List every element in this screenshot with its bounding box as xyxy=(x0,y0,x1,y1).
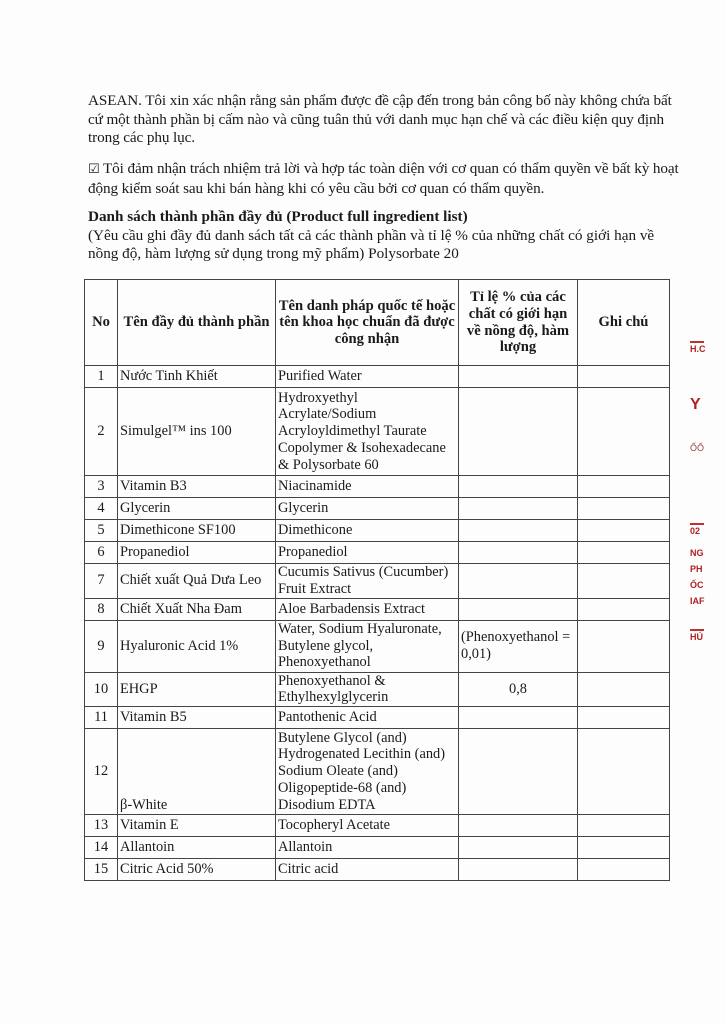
cell-inci-name: Citric acid xyxy=(276,859,459,881)
cell-ratio xyxy=(459,564,578,599)
cell-ratio xyxy=(459,476,578,498)
responsibility-paragraph xyxy=(88,160,688,198)
cell-note xyxy=(578,815,670,837)
cell-full-name: Chiết xuất Quả Dưa Leo xyxy=(118,564,276,599)
table-row xyxy=(85,564,670,599)
table-row xyxy=(85,476,670,498)
cell-full-name: Allantoin xyxy=(118,837,276,859)
checkbox-checked-icon: ☑ xyxy=(88,162,100,177)
cell-note xyxy=(578,564,670,599)
cell-full-name: Vitamin B5 xyxy=(118,707,276,729)
section-note: (Yêu cầu ghi đầy đủ danh sách tất cả các thành phần và tỉ lệ % của những chất có giới hạn về nồng độ, hàm lượng sử dụng trong mỹ phẩm) Polysorbate 20 xyxy=(88,227,655,262)
cell-full-name: Vitamin E xyxy=(118,815,276,837)
cell-ratio: (Phenoxyethanol = 0,01) xyxy=(459,620,578,672)
cell-inci-name: Propanediol xyxy=(276,542,459,564)
cell-note xyxy=(578,520,670,542)
cell-ratio xyxy=(459,388,578,476)
cell-inci-name: Aloe Barbadensis Extract xyxy=(276,598,459,620)
cell-no: 15 xyxy=(85,859,118,881)
cell-full-name: Propanediol xyxy=(118,542,276,564)
table-row xyxy=(85,388,670,476)
cell-full-name: EHGP xyxy=(118,672,276,707)
cell-ratio xyxy=(459,837,578,859)
cell-inci-name: Tocopheryl Acetate xyxy=(276,815,459,837)
cell-no: 1 xyxy=(85,366,118,388)
section-heading: Danh sách thành phần đầy đủ (Product full ingredient list) xyxy=(88,208,468,225)
cell-no: 4 xyxy=(85,498,118,520)
stamp-fragment: NG xyxy=(690,548,704,558)
header-ratio: Tỉ lệ % của các chất có giới hạn về nồng độ, hàm lượng xyxy=(459,280,578,366)
cell-note xyxy=(578,620,670,672)
cell-no: 3 xyxy=(85,476,118,498)
cell-ratio xyxy=(459,366,578,388)
cell-note xyxy=(578,837,670,859)
cell-note xyxy=(578,388,670,476)
stamp-fragment: ỐỔ xyxy=(690,443,705,453)
cell-no: 11 xyxy=(85,707,118,729)
table-row xyxy=(85,542,670,564)
cell-full-name: Citric Acid 50% xyxy=(118,859,276,881)
cell-inci-name: Dimethicone xyxy=(276,520,459,542)
table-row xyxy=(85,520,670,542)
cell-no: 5 xyxy=(85,520,118,542)
cell-note xyxy=(578,598,670,620)
table-row xyxy=(85,815,670,837)
stamp-fragment: H.C xyxy=(690,340,706,354)
table-header-row xyxy=(85,280,670,366)
cell-full-name: β-White xyxy=(118,729,276,815)
table-row xyxy=(85,620,670,672)
cell-no: 7 xyxy=(85,564,118,599)
header-inci-name: Tên danh pháp quốc tế hoặc tên khoa học chuẩn đã được công nhận xyxy=(276,280,459,366)
cell-note xyxy=(578,542,670,564)
cell-no: 2 xyxy=(85,388,118,476)
cell-no: 6 xyxy=(85,542,118,564)
responsibility-text: Tôi đảm nhận trách nhiệm trả lời và hợp tác toàn diện với cơ quan có thẩm quyền về bất kỳ hoạt động kiểm soát sau khi bán hàng khi có yêu cầu bởi cơ quan có thẩm quyền. xyxy=(88,160,679,197)
cell-note xyxy=(578,729,670,815)
cell-inci-name: Allantoin xyxy=(276,837,459,859)
cell-full-name: Dimethicone SF100 xyxy=(118,520,276,542)
cell-inci-name: Phenoxyethanol & Ethylhexylglycerin xyxy=(276,672,459,707)
cell-note xyxy=(578,707,670,729)
table-row xyxy=(85,498,670,520)
table-row xyxy=(85,672,670,707)
table-row xyxy=(85,366,670,388)
stamp-fragment: ỐC xyxy=(690,580,704,590)
cell-ratio xyxy=(459,859,578,881)
cell-note xyxy=(578,672,670,707)
table-body xyxy=(85,366,670,881)
cell-no: 10 xyxy=(85,672,118,707)
stamp-fragment: PH xyxy=(690,564,703,574)
header-no: No xyxy=(85,280,118,366)
cell-no: 13 xyxy=(85,815,118,837)
stamp-fragment: Y xyxy=(690,396,701,413)
declaration-paragraph: ASEAN. Tôi xin xác nhận rằng sản phẩm được đề cập đến trong bản công bố này không chứa bất cứ một thành phần bị cấm nào và cũng tuân thủ với danh mục hạn chế và các điều kiện quy định trong các phụ lục. xyxy=(88,92,672,146)
cell-no: 14 xyxy=(85,837,118,859)
table-row xyxy=(85,729,670,815)
cell-inci-name: Water, Sodium Hyaluronate, Butylene glycol, Phenoxyethanol xyxy=(276,620,459,672)
cell-ratio xyxy=(459,815,578,837)
cell-full-name: Vitamin B3 xyxy=(118,476,276,498)
cell-ratio xyxy=(459,520,578,542)
cell-inci-name: Hydroxyethyl Acrylate/Sodium Acryloyldimethyl Taurate Copolymer & Isohexadecane & Polysorbate 60 xyxy=(276,388,459,476)
cell-ratio xyxy=(459,598,578,620)
ingredient-table xyxy=(84,279,670,881)
cell-no: 12 xyxy=(85,729,118,815)
header-full-name: Tên đầy đủ thành phần xyxy=(118,280,276,366)
table-row xyxy=(85,859,670,881)
cell-no: 9 xyxy=(85,620,118,672)
table-row xyxy=(85,837,670,859)
cell-note xyxy=(578,498,670,520)
table-row xyxy=(85,598,670,620)
cell-inci-name: Cucumis Sativus (Cucumber) Fruit Extract xyxy=(276,564,459,599)
cell-full-name: Glycerin xyxy=(118,498,276,520)
cell-inci-name: Glycerin xyxy=(276,498,459,520)
cell-note xyxy=(578,366,670,388)
cell-ratio xyxy=(459,729,578,815)
cell-full-name: Hyaluronic Acid 1% xyxy=(118,620,276,672)
header-note: Ghi chú xyxy=(578,280,670,366)
cell-inci-name: Purified Water xyxy=(276,366,459,388)
table-row xyxy=(85,707,670,729)
cell-full-name: Simulgel™ ins 100 xyxy=(118,388,276,476)
stamp-fragment: 02 xyxy=(690,522,704,536)
cell-inci-name: Pantothenic Acid xyxy=(276,707,459,729)
cell-note xyxy=(578,859,670,881)
cell-no: 8 xyxy=(85,598,118,620)
cell-inci-name: Butylene Glycol (and) Hydrogenated Lecithin (and) Sodium Oleate (and) Oligopeptide-68 (and) Disodium EDTA xyxy=(276,729,459,815)
cell-ratio xyxy=(459,707,578,729)
cell-ratio: 0,8 xyxy=(459,672,578,707)
cell-ratio xyxy=(459,498,578,520)
stamp-fragment: IAF xyxy=(690,596,705,606)
cell-ratio xyxy=(459,542,578,564)
cell-full-name: Nước Tinh Khiết xyxy=(118,366,276,388)
cell-full-name: Chiết Xuất Nha Đam xyxy=(118,598,276,620)
stamp-fragment: HÚ xyxy=(690,628,704,642)
cell-note xyxy=(578,476,670,498)
cell-inci-name: Niacinamide xyxy=(276,476,459,498)
